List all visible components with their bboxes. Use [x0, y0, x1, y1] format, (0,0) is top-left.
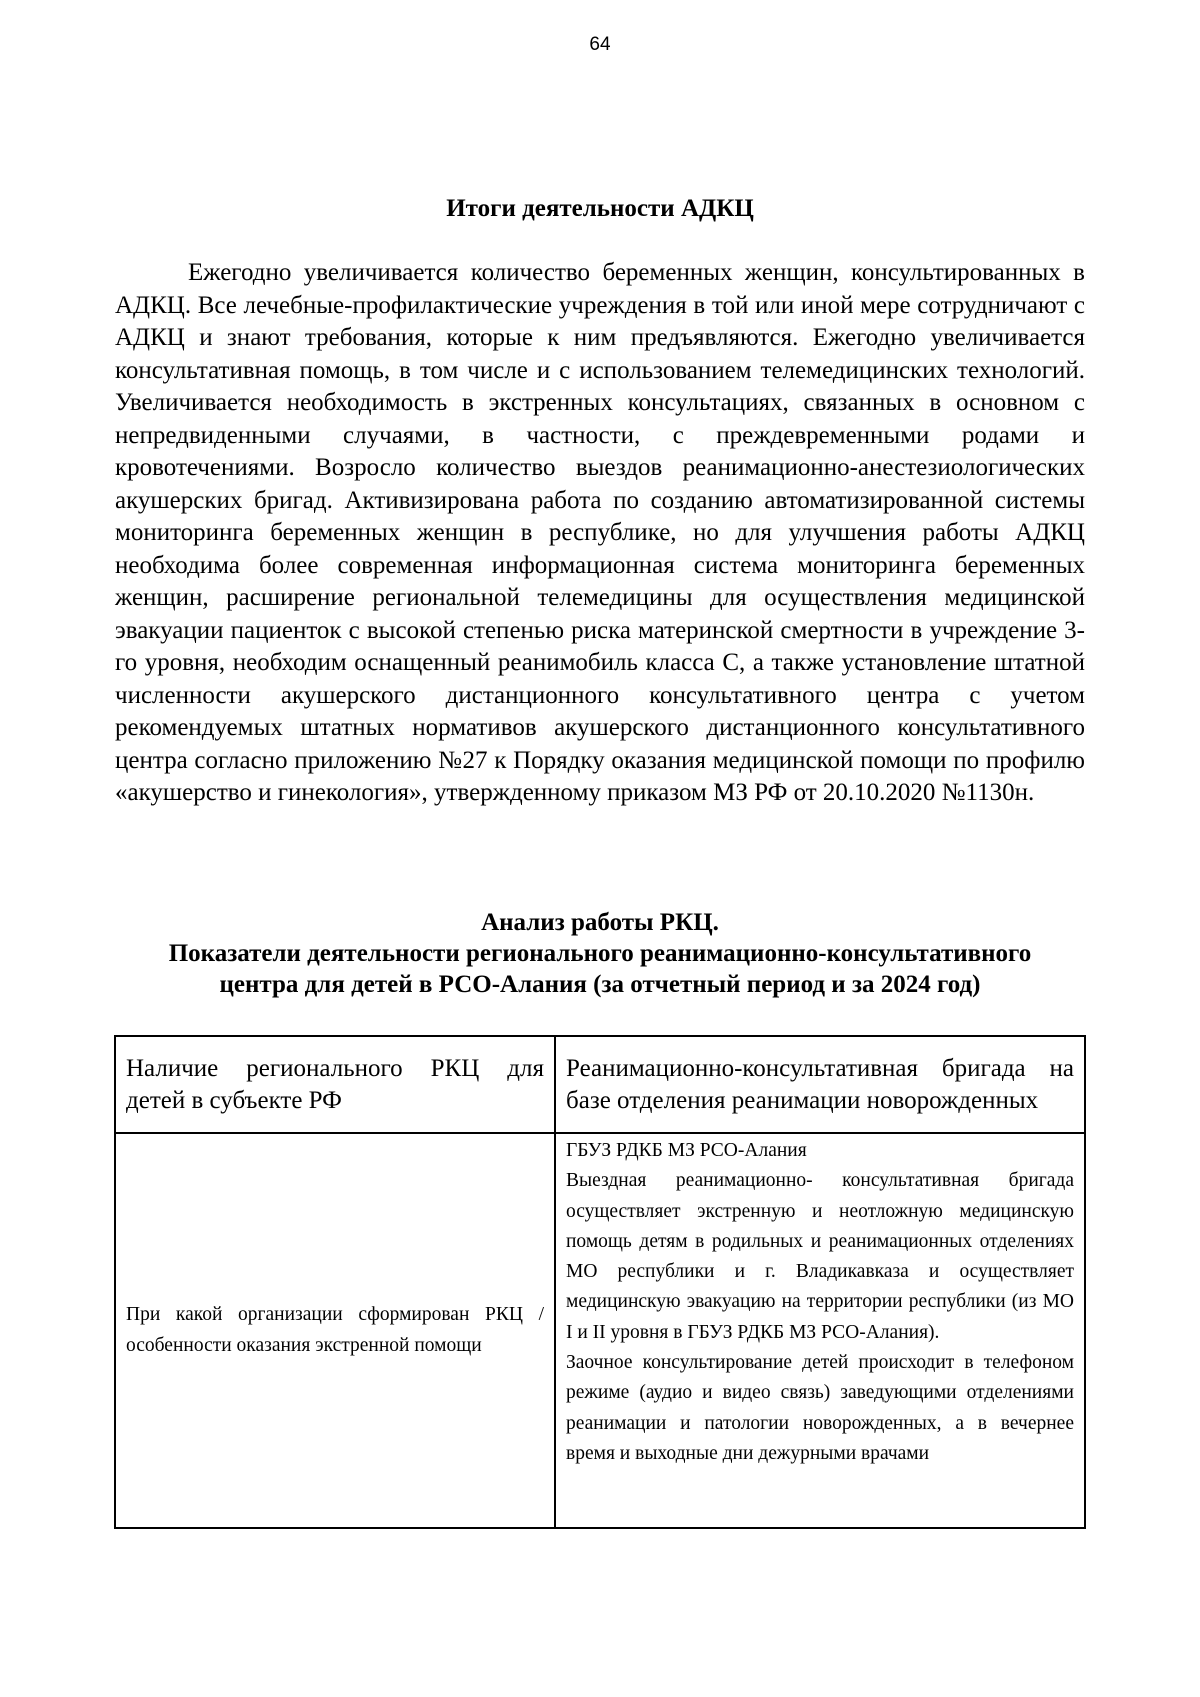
table-row — [115, 1133, 1085, 1528]
page-number: 64 — [589, 34, 611, 55]
table-cell-value — [555, 1133, 1085, 1528]
section-title-rkc — [115, 907, 1085, 1000]
section-title-adkc: Итоги деятельности АДКЦ — [446, 195, 754, 222]
rkc-indicators-table — [114, 1035, 1086, 1529]
organization-name: ГБУЗ РДКБ МЗ РСО-Алания — [566, 1140, 807, 1161]
table-paragraph: Заочное консультирование детей происходит в телефоном режиме (аудио и видео связь) заведующими отделениями реанимации и патологии новорожденных, а в вечернее время и выходные дни дежурными врачами — [566, 1352, 1074, 1464]
section-title-rkc-line3: центра для детей в РСО-Алания (за отчетный период и за 2024 год) — [219, 971, 981, 998]
table-cell-value: Реанимационно-консультативная бригада на базе отделения реанимации новорожденных — [555, 1036, 1085, 1133]
section-title-rkc-line2: Показатели деятельности регионального реанимационно-консультативного — [168, 940, 1032, 967]
section-title-rkc-line1: Анализ работы РКЦ. — [481, 909, 719, 936]
table-cell-label: При какой организации сформирован РКЦ / особенности оказания экстренной помощи — [115, 1133, 555, 1528]
table-cell-label: Наличие регионального РКЦ для детей в субъекте РФ — [115, 1036, 555, 1133]
table-cell-content — [566, 1136, 1074, 1526]
table-row — [115, 1036, 1085, 1133]
table-paragraph: Выездная реанимационно- консультативная бригада осуществляет экстренную и неотложную медицинскую помощь детям в родильных и реанимационных отделениях МО республики и г. Владикавказа и осуществляет медицинскую эвакуацию на территории республики (из МО I и II уровня в ГБУЗ РДКБ МЗ РСО-Алания). — [566, 1170, 1074, 1343]
section-body-adkc: Ежегодно увеличивается количество беременных женщин, консультированных в АДКЦ. Все лечебные-профилактические учреждения в той или иной мере сотрудничают с АДКЦ и знают требования, которые к ним предъявляются. Ежегодно увеличивается консультативная помощь, в том числе и с использованием телемедицинских технологий. Увеличивается необходимость в экстренных консультациях, связанных в основном с непредвиденными случаями, в частности, с преждевременными родами и кровотечениями. Возросло количество выездов реанимационно-анестезиологических акушерских бригад. Активизирована работа по созданию автоматизированной системы мониторинга беременных женщин в республике, но для улучшения работы АДКЦ необходима более современная информационная система мониторинга беременных женщин, расширение региональной телемедицины для осуществления медицинской эвакуации пациенток с высокой степенью риска материнской смертности в учреждение 3-го уровня, необходим оснащенный реанимобиль класса С, а также установление штатной численности акушерского дистанционного консультативного центра с учетом рекомендуемых штатных нормативов акушерского дистанционного консультативного центра согласно приложению №27 к Порядку оказания медицинской помощи по профилю «акушерство и гинекология», утвержденному приказом МЗ РФ от 20.10.2020 №1130н. — [115, 259, 1085, 806]
